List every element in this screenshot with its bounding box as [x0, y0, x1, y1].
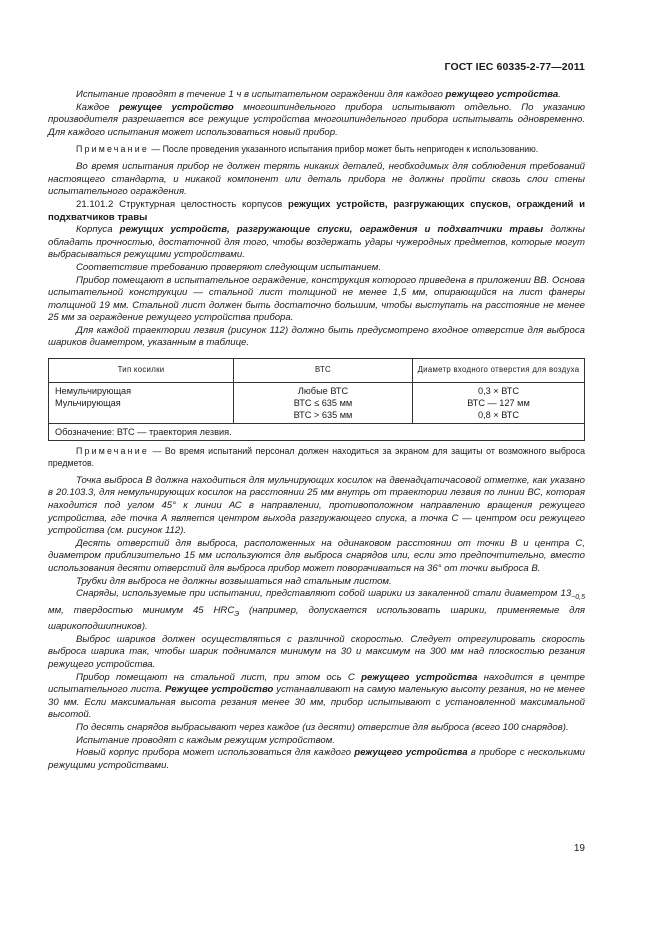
paragraph: По десять снарядов выбрасывают через каждое (из десяти) отверстие для выброса (всего 100 снарядов). — [76, 721, 569, 733]
note: Примечание — После проведения указанного испытания прибор может быть непригоден к использованию. — [76, 144, 539, 155]
paragraph: Соответствие требованию проверяют следующим испытанием. — [76, 261, 382, 273]
document-body — [48, 89, 585, 772]
paragraph: Во время испытания прибор не должен терять никаких деталей, необходимых для соблюдения требований настоящего стандарта, и никакой компонент или деталь прибора не должны пройти сквозь слои стены испытательного ограждения. — [48, 161, 585, 198]
table-row — [49, 423, 585, 441]
note: Примечание — Во время испытаний персонал должен находиться за экраном для защиты от возможного выброса предметов. — [48, 446, 585, 469]
table-cell: Любые ВТС ВТС ≤ 635 мм ВТС > 635 мм — [234, 382, 413, 423]
paragraph: Прибор помещают в испытательное ограждение, конструкция которого приведена в приложении ВВ. Основа испытательной конструкции — стальной лист толщиной не менее 1,5 мм, опирающийся на лист фанеры толщиной 19 мм. Стальной лист должен быть достаточно большим, чтобы выступать на расстояние не менее 25 мм за ограждение режущего устройства прибора. — [48, 274, 585, 324]
paragraph: Испытание проводят в течение 1 ч в испытательном ограждении для каждого режущего устройства. — [76, 89, 561, 100]
paragraph: Десять отверстий для выброса, расположенных на одинаковом расстоянии от точки В и центра С, диаметром приблизительно 15 мм используются для выброса снарядов или, если это предпочтительно, вместо использования десяти отверстий для выброса прибор может поворачиваться на 36° от точки выброса В. — [48, 537, 585, 575]
paragraph: Новый корпус прибора может использоваться для каждого режущего устройства в приборе с несколькими режущими устройствами. — [48, 747, 585, 771]
paragraph: Каждое режущее устройство многошпиндельного прибора испытывают отдельно. По указанию производителя разрешается все режущие устройства многошпиндельного прибора испытывать одновременно. Для каждого испытания может использоваться новый прибор. — [48, 101, 586, 138]
paragraph: Для каждой траектории лезвия (рисунок 112) должно быть предусмотрено входное отверстие для выброса шариков диаметром, указанным в таблице. — [48, 324, 585, 349]
paragraph: Трубки для выброса не должны возвышаться над стальным листом. — [76, 575, 392, 587]
table-footnote: Обозначение: ВТС — траектория лезвия. — [49, 423, 585, 441]
page-number: 19 — [573, 843, 585, 854]
table-row — [49, 382, 585, 423]
table-header: Диаметр входного отверстия для воздуха — [413, 359, 585, 383]
paragraph: Прибор помещают на стальной лист, при этом ось С режущего устройства находится в центре испытательного листа. Режущее устройство устанавливают на самую маленькую высоту резания, но не менее 30 мм. Если максимальная высота резания менее 30 мм, прибор испытывают с установленной максимальной высотой. — [48, 671, 585, 721]
table-cell: Немульчирующая Мульчирующая — [49, 382, 234, 423]
paragraph: Выброс шариков должен осуществляться с различной скоростью. Следует отрегулировать скорость выброса шарика так, чтобы шарик поднимался минимум на 30 и максимум на 300 мм над плоскостью резания режущего устройства. — [48, 633, 585, 670]
paragraph: Точка выброса В должна находиться для мульчирующих косилок на двенадцатичасовой отметке, как указано в 20.103.3, для немульчирующих косилок на расстоянии 25 мм внутрь от траектории лезвия по линии ВС, которая находится под углом 45° к линии АС в направлении, противоположном направлению вращения режущего устройства, где точка А является центром выхода разгружающего спуска, а точка С — центром оси режущего устройства (см. рисунок 112). — [48, 474, 585, 537]
document-header: ГОСТ IEC 60335-2-77—2011 — [444, 61, 585, 73]
diameter-table — [48, 358, 585, 441]
table-cell: 0,3 × ВТС ВТС — 127 мм 0,8 × ВТС — [413, 382, 585, 423]
table-header: Тип косилки — [49, 359, 234, 383]
paragraph: Испытание проводят с каждым режущим устройством. — [76, 734, 335, 746]
paragraph: Корпуса режущих устройств, разгружающие спуски, ограждения и подхватчики травы должны обладать прочностью, достаточной для того, чтобы воздержать удары чужеродных предметов, которые могут выбрасываться режущими устройствами. — [48, 224, 585, 261]
paragraph: Снаряды, используемые при испытании, представляют собой шарики из закаленной стали диаметром $13_{-0,5}$ мм, твердостью минимум 45 $HRC_Э$ (например, допускается использовать шарики, применяемые для шарикоподшипников). — [48, 588, 585, 633]
table-header: ВТС — [234, 359, 413, 383]
section-heading: 21.101.2 Структурная целостность корпусов режущих устройств, разгружающих спусков, ограждений и подхватчиков травы — [48, 198, 586, 223]
